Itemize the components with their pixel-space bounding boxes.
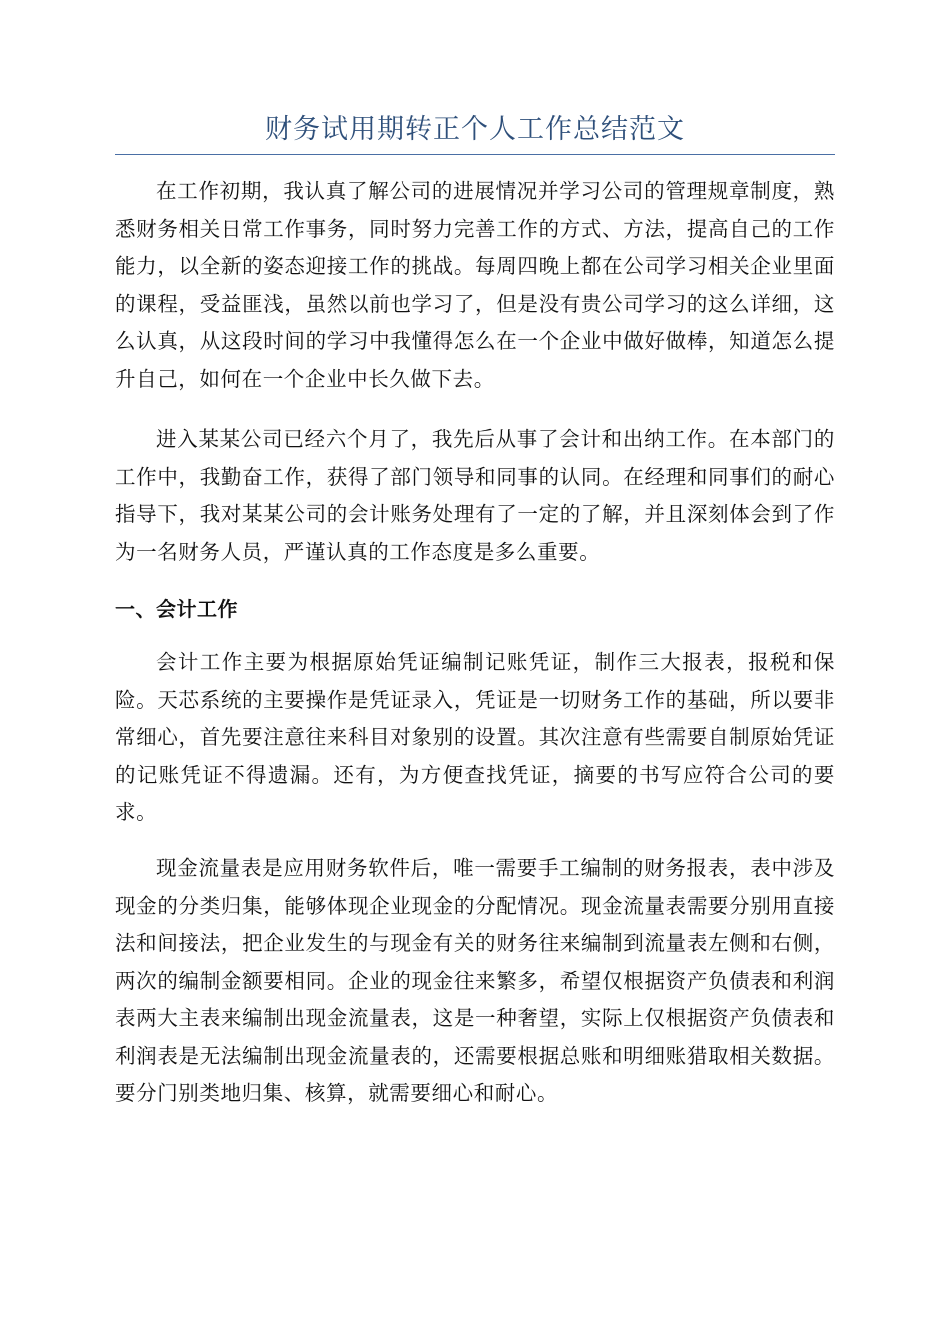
paragraph-3: 会计工作主要为根据原始凭证编制记账凭证，制作三大报表，报税和保险。天芯系统的主要操作是凭证录入，凭证是一切财务工作的基础，所以要非常细心，首先要注意往来科目对象别的设置。其次注意有些需要自制原始凭证的记账凭证不得遗漏。还有，为方便查找凭证，摘要的书写应符合公司的要求。: [115, 650, 835, 824]
section-heading-accounting: 一、会计工作: [115, 597, 238, 621]
title-underline: [115, 154, 835, 155]
paragraph-3-block: [115, 644, 835, 832]
paragraph-1-block: [115, 173, 835, 398]
paragraph-2-block: [115, 421, 835, 571]
paragraph-4-block: [115, 850, 835, 1113]
section-heading-block: [115, 591, 835, 628]
paragraph-2: 进入某某公司已经六个月了，我先后从事了会计和出纳工作。在本部门的工作中，我勤奋工作，获得了部门领导和同事的认同。在经理和同事们的耐心指导下，我对某某公司的会计账务处理有了一定的了解，并且深刻体会到了作为一名财务人员，严谨认真的工作态度是多么重要。: [115, 427, 835, 564]
paragraph-4: 现金流量表是应用财务软件后，唯一需要手工编制的财务报表，表中涉及现金的分类归集，能够体现企业现金的分配情况。现金流量表需要分别用直接法和间接法，把企业发生的与现金有关的财务往来编制到流量表左侧和右侧，两次的编制金额要相同。企业的现金往来繁多，希望仅根据资产负债表和利润表两大主表来编制出现金流量表，这是一种奢望，实际上仅根据资产负债表和利润表是无法编制出现金流量表的，还需要根据总账和明细账猎取相关数据。要分门别类地归集、核算，就需要细心和耐心。: [115, 856, 835, 1105]
document-title: 财务试用期转正个人工作总结范文: [265, 114, 685, 145]
paragraph-1: 在工作初期，我认真了解公司的进展情况并学习公司的管理规章制度，熟悉财务相关日常工作事务，同时努力完善工作的方式、方法，提高自己的工作能力，以全新的姿态迎接工作的挑战。每周四晚上都在公司学习相关企业里面的课程，受益匪浅，虽然以前也学习了，但是没有贵公司学习的这么详细，这么认真，从这段时间的学习中我懂得怎么在一个企业中做好做棒，知道怎么提升自己，如何在一个企业中长久做下去。: [115, 179, 835, 391]
